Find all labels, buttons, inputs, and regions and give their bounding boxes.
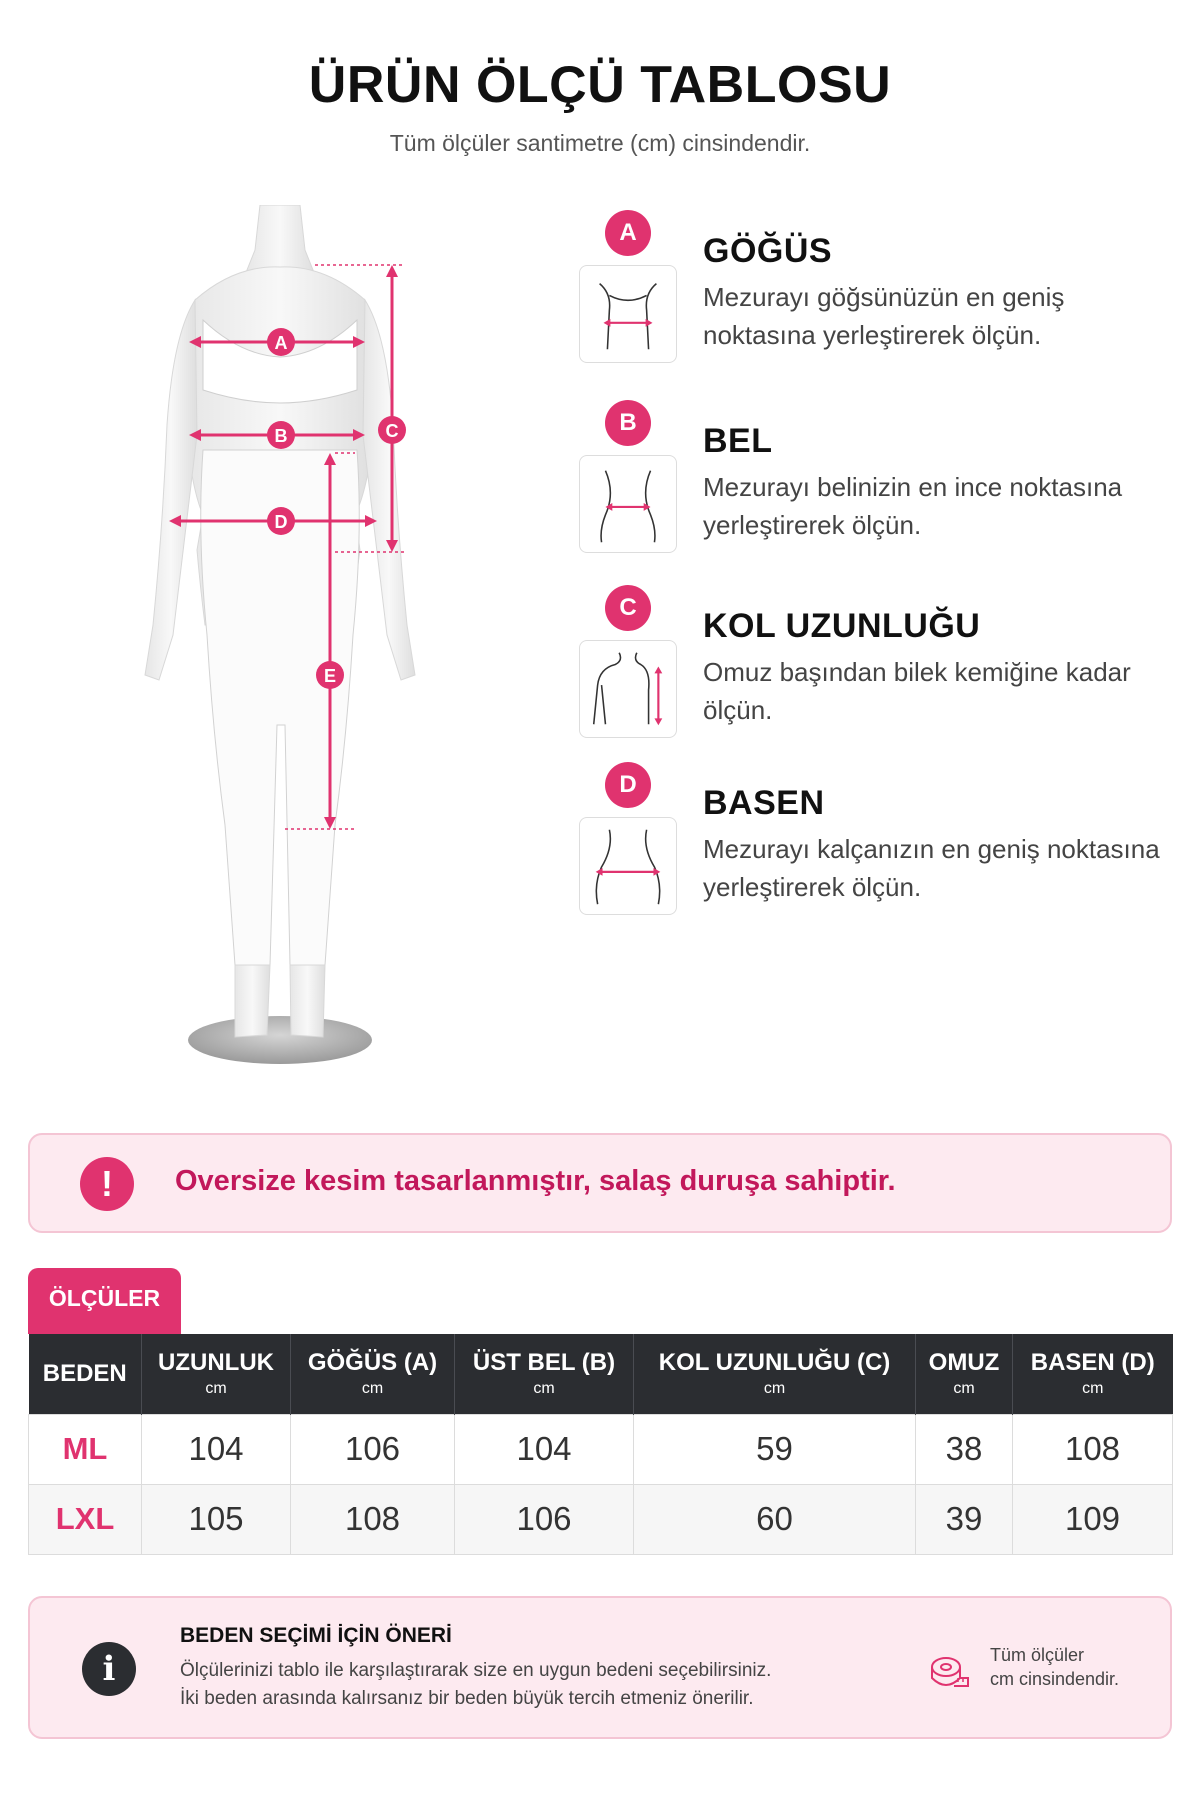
tip-unit-line: cm cinsindendir. <box>990 1669 1120 1689</box>
tip-unit-text <box>990 1643 1170 1691</box>
page-title: ÜRÜN ÖLÇÜ TABLOSU <box>308 56 892 114</box>
mannequin-figure <box>85 205 485 1075</box>
legend-desc: Mezurayı belinizin en ince noktasına yerleştirerek ölçün. <box>703 472 1123 540</box>
legend-badge: D <box>605 762 651 808</box>
figure-label-a: A <box>274 333 288 353</box>
tip-title: BEDEN SEÇİMİ İÇİN ÖNERİ <box>180 1624 452 1647</box>
table-cell: 38 <box>916 1414 1013 1484</box>
notice-text: Oversize kesim tasarlanmıştır, salaş duruşa sahiptir. <box>175 1165 896 1197</box>
legend-badge: A <box>605 210 651 256</box>
legend-item-arm <box>575 585 1175 765</box>
table-cell: 108 <box>291 1484 455 1554</box>
legend-item-hip <box>575 762 1175 942</box>
column-header-shoulder: OMUZ cm <box>916 1334 1013 1414</box>
table-cell: 106 <box>455 1484 634 1554</box>
tape-measure-icon <box>928 1652 970 1694</box>
column-header-chest: GÖĞÜS (A) cm <box>291 1334 455 1414</box>
legend-title: BEL <box>703 422 773 460</box>
table-cell: 105 <box>142 1484 291 1554</box>
table-cell: 60 <box>634 1484 916 1554</box>
table-cell: 109 <box>1013 1484 1173 1554</box>
exclamation-icon: ! <box>80 1157 134 1211</box>
table-header-row <box>29 1334 1173 1414</box>
table-cell-size: LXL <box>29 1484 142 1554</box>
table-row <box>29 1484 1173 1554</box>
tip-line: İki beden arasında kalırsanız bir beden büyük tercih etmeniz önerilir. <box>180 1688 754 1709</box>
figure-label-e: E <box>323 666 337 686</box>
table-row <box>29 1414 1173 1484</box>
oversize-notice <box>28 1133 1172 1233</box>
column-header-length: UZUNLUK cm <box>142 1334 291 1414</box>
page-subtitle: Tüm ölçüler santimetre (cm) cinsindendir. <box>389 130 811 156</box>
chest-measure-icon <box>579 265 677 363</box>
legend-item-waist <box>575 400 1175 580</box>
legend-desc: Mezurayı kalçanızın en geniş noktasına yerleştirerek ölçün. <box>703 834 1160 902</box>
table-tab-label: ÖLÇÜLER <box>28 1268 181 1334</box>
figure-label-b: B <box>274 426 288 446</box>
table-cell: 39 <box>916 1484 1013 1554</box>
tip-unit-line: Tüm ölçüler <box>990 1645 1085 1665</box>
table-cell: 104 <box>455 1414 634 1484</box>
column-header-hip: BASEN (D) cm <box>1013 1334 1173 1414</box>
figure-label-d: D <box>274 512 288 532</box>
column-header-size: BEDEN <box>29 1334 142 1414</box>
tip-line: Ölçülerinizi tablo ile karşılaştırarak size en uygun bedeni seçebilirsiniz. <box>180 1660 772 1681</box>
legend-title: GÖĞÜS <box>703 232 833 270</box>
info-icon: i <box>82 1642 136 1696</box>
table-cell: 104 <box>142 1414 291 1484</box>
table-cell: 108 <box>1013 1414 1173 1484</box>
arm-measure-icon <box>579 640 677 738</box>
table-cell: 106 <box>291 1414 455 1484</box>
legend-title: KOL UZUNLUĞU <box>703 607 981 645</box>
legend-item-chest <box>575 210 1175 390</box>
hip-measure-icon <box>579 817 677 915</box>
column-header-upper-waist: ÜST BEL (B) cm <box>455 1334 634 1414</box>
waist-measure-icon <box>579 455 677 553</box>
legend-badge: B <box>605 400 651 446</box>
legend-desc: Mezurayı göğsünüzün en geniş noktasına yerleştirerek ölçün. <box>703 282 1065 350</box>
table-cell: 59 <box>634 1414 916 1484</box>
table-cell-size: ML <box>29 1414 142 1484</box>
size-table <box>28 1334 1173 1555</box>
legend-title: BASEN <box>703 784 825 822</box>
legend-desc: Omuz başından bilek kemiğine kadar ölçün. <box>703 657 1131 725</box>
legend-badge: C <box>605 585 651 631</box>
size-tip-box <box>28 1596 1172 1739</box>
column-header-arm-length: KOL UZUNLUĞU (C) cm <box>634 1334 916 1414</box>
figure-label-c: C <box>385 421 399 441</box>
